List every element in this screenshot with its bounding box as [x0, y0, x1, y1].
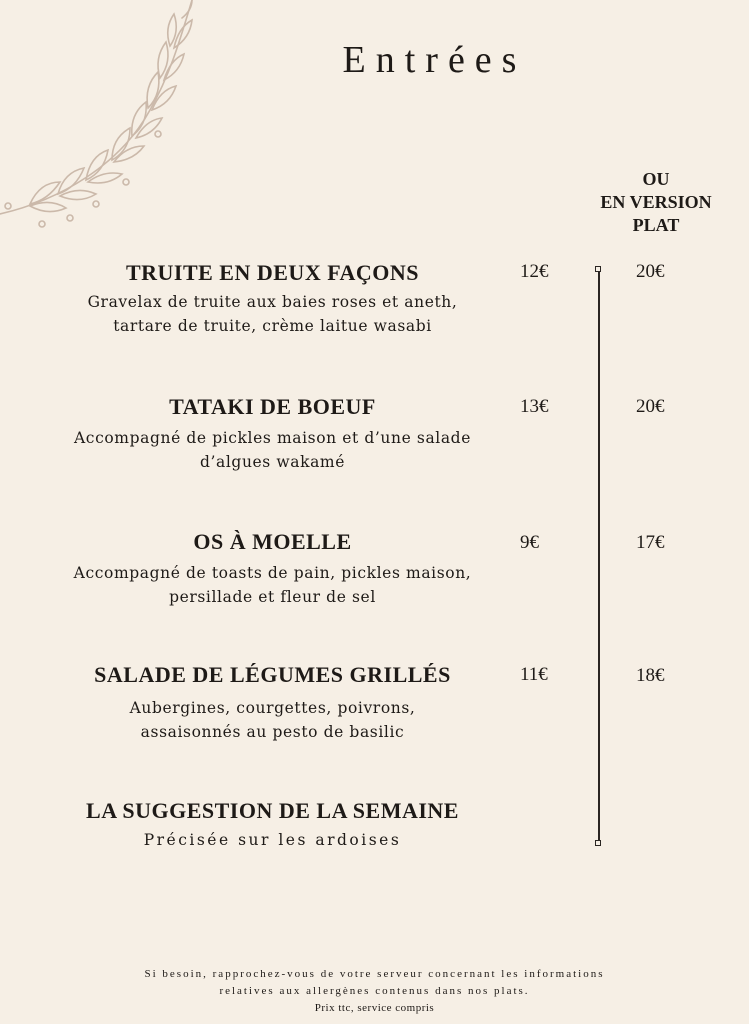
price-plat: 17€ [636, 532, 665, 553]
footer-line-2: relatives aux allergènes contenus dans nos plats. [219, 985, 530, 997]
dish-description-line: Gravelax de truite aux baies roses et aneth, [87, 293, 458, 311]
footer-line-3: Prix ttc, service compris [314, 1002, 435, 1014]
dish-description [20, 561, 525, 609]
dish-name: TATAKI DE BOEUF [169, 394, 376, 419]
dish-description-line: d’algues wakamé [199, 453, 346, 471]
dish-name: OS À MOELLE [193, 529, 352, 554]
divider-top-dot [595, 266, 601, 272]
price-entree: 9€ [520, 532, 539, 553]
price-plat: 20€ [636, 396, 665, 417]
price-entree: 11€ [520, 664, 548, 685]
dish-description-line: Aubergines, courgettes, poivrons, [129, 699, 416, 717]
page-title: Entrées [342, 39, 527, 81]
dish-description-line: persillade et fleur de sel [169, 588, 376, 606]
divider-bottom-dot [595, 840, 601, 846]
plat-header-line-3: PLAT [632, 215, 680, 235]
dish-name: LA SUGGESTION DE LA SEMAINE [86, 798, 459, 823]
dish-description-line: assaisonnés au pesto de basilic [140, 723, 405, 741]
price-plat: 20€ [636, 261, 665, 282]
dish-description-line: Précisée sur les ardoises [143, 831, 402, 849]
price-entree: 12€ [520, 261, 549, 282]
olive-branch-decoration [0, 0, 230, 240]
dish-description-line: Accompagné de pickles maison et d’une salade [74, 429, 471, 447]
dish-description [20, 290, 525, 338]
dish-description [20, 828, 525, 852]
plat-header-line-2: EN VERSION [600, 192, 712, 212]
footer-notice [0, 966, 749, 1017]
dish-name: TRUITE EN DEUX FAÇONS [125, 260, 420, 285]
dish-description-line: Accompagné de toasts de pain, pickles maison, [73, 564, 472, 582]
price-plat: 18€ [636, 665, 665, 686]
dish-description-line: tartare de truite, crème laitue wasabi [113, 317, 432, 335]
plat-version-header [585, 168, 727, 237]
plat-header-line-1: OU [642, 169, 670, 189]
dish-name: SALADE DE LÉGUMES GRILLÉS [94, 662, 451, 687]
footer-line-1: Si besoin, rapprochez-vous de votre serveur concernant les informations [144, 968, 605, 980]
dish-description [20, 426, 525, 474]
price-entree: 13€ [520, 396, 549, 417]
price-divider-line [598, 269, 600, 844]
dish-description [20, 696, 525, 744]
